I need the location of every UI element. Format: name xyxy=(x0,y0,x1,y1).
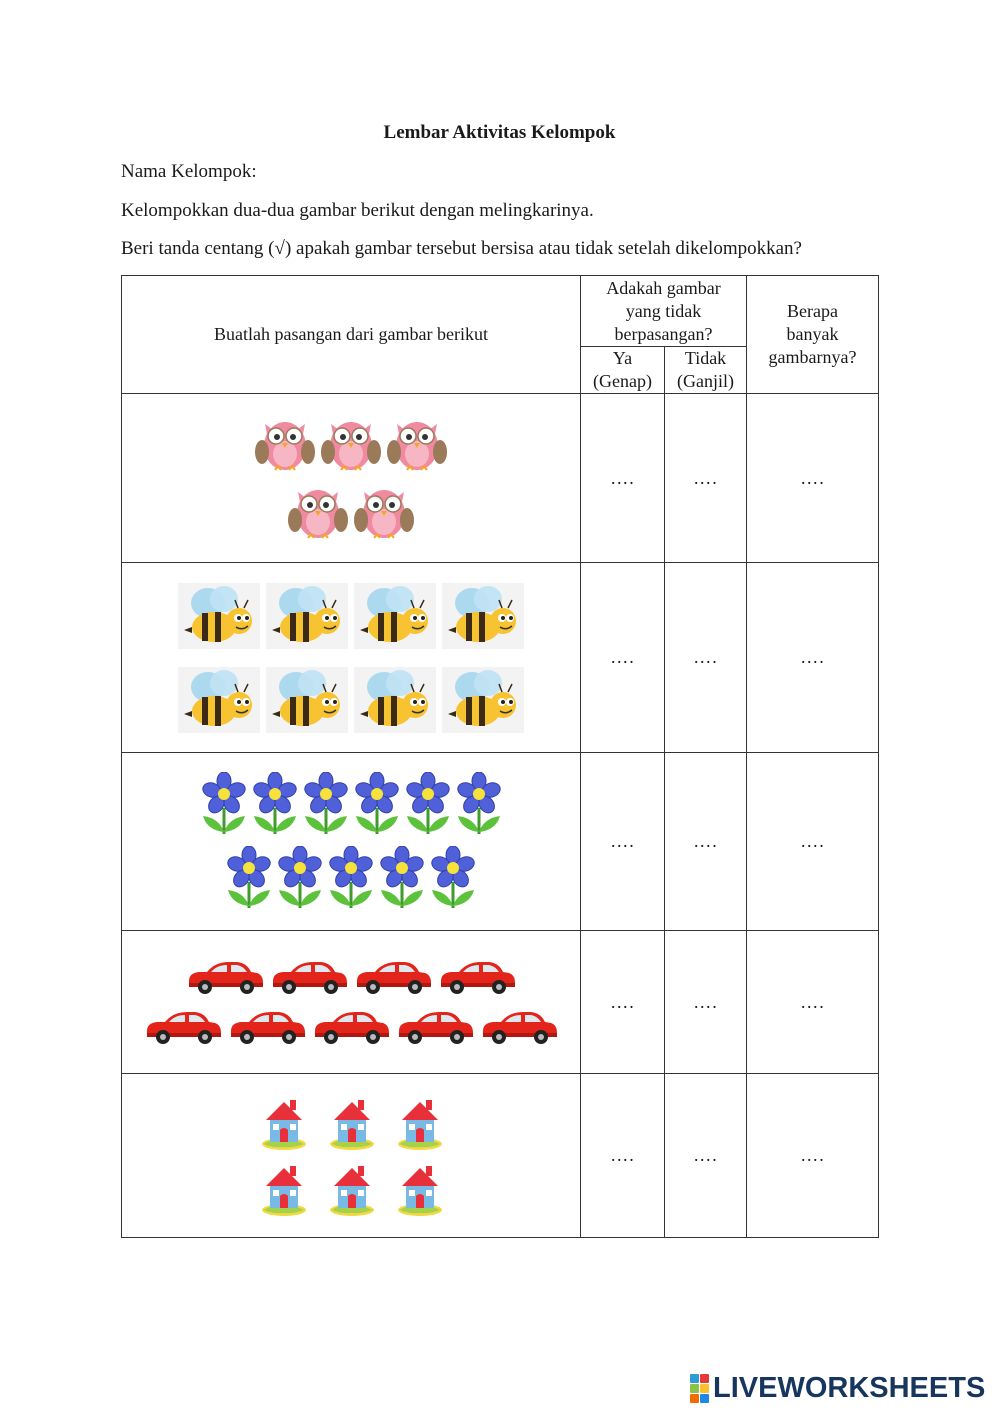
bee-picture-row xyxy=(178,667,524,733)
table-row xyxy=(122,931,879,1074)
table-row xyxy=(122,394,879,563)
car-icon[interactable] xyxy=(479,1009,559,1045)
bee-icon[interactable] xyxy=(178,583,260,649)
header-text: Ya xyxy=(612,348,633,368)
bee-icon[interactable] xyxy=(266,583,348,649)
house-icon[interactable] xyxy=(260,1094,306,1152)
car-icon[interactable] xyxy=(437,959,517,995)
header-count-question xyxy=(747,276,879,394)
count-answer-cell[interactable] xyxy=(747,753,879,931)
header-text: gambarnya? xyxy=(768,347,857,367)
instruction-text: Kelompokkan dua-dua gambar berikut dengan melingkarinya. xyxy=(121,200,594,221)
header-text: banyak xyxy=(786,324,839,344)
activity-table xyxy=(121,275,879,1238)
car-picture-row xyxy=(143,1009,559,1045)
flower-icon[interactable] xyxy=(428,846,478,912)
tidak-answer-cell[interactable] xyxy=(665,1074,747,1238)
flower-icon[interactable] xyxy=(275,846,325,912)
flower-icon[interactable] xyxy=(301,772,351,838)
flower-picture-row xyxy=(199,772,504,838)
answer-placeholder: …. xyxy=(693,1145,718,1165)
ya-answer-cell[interactable] xyxy=(581,931,665,1074)
flower-pictures-cell xyxy=(122,753,581,931)
header-text: (Genap) xyxy=(593,371,652,391)
instruction-text: Beri tanda centang (√) apakah gambar tersebut bersisa atau tidak setelah dikelompokkan? xyxy=(121,238,802,259)
house-icon[interactable] xyxy=(328,1094,374,1152)
flower-icon[interactable] xyxy=(377,846,427,912)
logo-square xyxy=(700,1384,709,1393)
answer-placeholder: …. xyxy=(693,647,718,667)
car-icon[interactable] xyxy=(311,1009,391,1045)
car-icon[interactable] xyxy=(395,1009,475,1045)
answer-placeholder: …. xyxy=(800,467,825,488)
header-text: Tidak xyxy=(684,348,727,368)
logo-square xyxy=(700,1394,709,1403)
answer-placeholder: …. xyxy=(693,991,718,1012)
answer-placeholder: …. xyxy=(610,991,635,1012)
tidak-answer-cell[interactable] xyxy=(665,563,747,753)
owl-icon[interactable] xyxy=(319,412,383,476)
count-answer-cell[interactable] xyxy=(747,394,879,563)
header-text: yang tidak xyxy=(625,300,702,321)
car-icon[interactable] xyxy=(143,1009,223,1045)
liveworksheets-logo-icon xyxy=(690,1374,709,1403)
answer-placeholder: …. xyxy=(800,647,825,667)
flower-picture-row xyxy=(224,846,478,912)
answer-placeholder: …. xyxy=(610,831,635,851)
flower-icon[interactable] xyxy=(454,772,504,838)
header-pairing-cell xyxy=(122,276,581,394)
house-icon[interactable] xyxy=(260,1160,306,1218)
count-answer-cell[interactable] xyxy=(747,931,879,1074)
owl-icon[interactable] xyxy=(253,412,317,476)
bee-pictures-cell xyxy=(122,563,581,753)
bee-picture-row xyxy=(178,583,524,649)
answer-placeholder: …. xyxy=(610,1145,635,1165)
count-answer-cell[interactable] xyxy=(747,563,879,753)
bee-icon[interactable] xyxy=(178,667,260,733)
ya-answer-cell[interactable] xyxy=(581,394,665,563)
header-text: berpasangan? xyxy=(614,323,713,344)
bee-icon[interactable] xyxy=(442,583,524,649)
house-picture-row xyxy=(260,1094,442,1152)
logo-square xyxy=(690,1394,699,1403)
owl-picture-row xyxy=(253,412,449,476)
car-icon[interactable] xyxy=(185,959,265,995)
header-ya xyxy=(581,347,665,394)
page-title: Lembar Aktivitas Kelompok xyxy=(383,122,616,143)
house-pictures-cell xyxy=(122,1074,581,1238)
flower-icon[interactable] xyxy=(250,772,300,838)
logo-square xyxy=(690,1384,699,1393)
house-picture-row xyxy=(260,1160,442,1218)
bee-icon[interactable] xyxy=(266,667,348,733)
car-icon[interactable] xyxy=(353,959,433,995)
ya-answer-cell[interactable] xyxy=(581,753,665,931)
logo-wordmark: LIVEWORKSHEETS xyxy=(713,1372,986,1404)
header-tidak xyxy=(665,347,747,394)
answer-placeholder: …. xyxy=(693,831,718,851)
car-pictures-cell xyxy=(122,931,581,1074)
logo-square xyxy=(700,1374,709,1383)
header-text: Adakah gambar xyxy=(606,277,721,298)
flower-icon[interactable] xyxy=(403,772,453,838)
answer-placeholder: …. xyxy=(610,467,635,488)
answer-placeholder: …. xyxy=(800,991,825,1012)
table-row xyxy=(122,753,879,931)
house-icon[interactable] xyxy=(396,1094,442,1152)
car-icon[interactable] xyxy=(227,1009,307,1045)
header-pairing-label: Buatlah pasangan dari gambar berikut xyxy=(214,324,488,344)
liveworksheets-logo xyxy=(690,1372,985,1405)
ya-answer-cell[interactable] xyxy=(581,1074,665,1238)
header-text: (Ganjil) xyxy=(677,371,734,391)
owl-icon[interactable] xyxy=(385,412,449,476)
answer-placeholder: …. xyxy=(610,647,635,667)
logo-square xyxy=(690,1374,699,1383)
owl-icon[interactable] xyxy=(352,480,416,544)
bee-icon[interactable] xyxy=(354,583,436,649)
group-name-label: Nama Kelompok: xyxy=(121,161,257,182)
ya-answer-cell[interactable] xyxy=(581,563,665,753)
house-icon[interactable] xyxy=(396,1160,442,1218)
owl-icon[interactable] xyxy=(286,480,350,544)
tidak-answer-cell[interactable] xyxy=(665,394,747,563)
flower-icon[interactable] xyxy=(326,846,376,912)
flower-icon[interactable] xyxy=(224,846,274,912)
table-row xyxy=(122,563,879,753)
car-icon[interactable] xyxy=(269,959,349,995)
answer-placeholder: …. xyxy=(693,467,718,488)
car-picture-row xyxy=(185,959,517,995)
flower-icon[interactable] xyxy=(199,772,249,838)
house-icon[interactable] xyxy=(328,1160,374,1218)
answer-placeholder: …. xyxy=(800,1145,825,1165)
count-answer-cell[interactable] xyxy=(747,1074,879,1238)
header-unpaired-question xyxy=(581,276,747,347)
bee-icon[interactable] xyxy=(442,667,524,733)
owl-pictures-cell xyxy=(122,394,581,563)
bee-icon[interactable] xyxy=(354,667,436,733)
owl-picture-row xyxy=(286,480,416,544)
tidak-answer-cell[interactable] xyxy=(665,931,747,1074)
header-text: Berapa xyxy=(787,301,838,321)
answer-placeholder: …. xyxy=(800,831,825,851)
table-row xyxy=(122,1074,879,1238)
flower-icon[interactable] xyxy=(352,772,402,838)
tidak-answer-cell[interactable] xyxy=(665,753,747,931)
